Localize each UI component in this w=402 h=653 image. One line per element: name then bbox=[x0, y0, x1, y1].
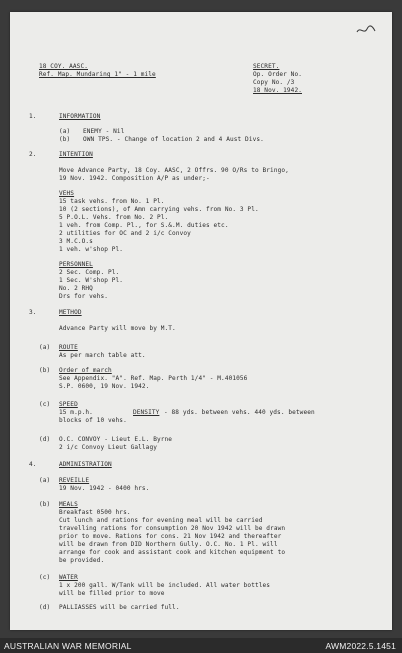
secret-label: SECRET. bbox=[253, 63, 280, 70]
s3-c-label: (c) bbox=[39, 401, 51, 408]
s3-c-line-2: blocks of 10 vehs. bbox=[59, 417, 127, 424]
s3-c-density-title: DENSITY bbox=[133, 409, 160, 416]
s3-d-label: (d) bbox=[39, 436, 51, 443]
section-2-number: 2. bbox=[29, 151, 37, 158]
s4-b-line: travelling rations for consumption 20 Nov 1942 will be drawn bbox=[59, 525, 286, 532]
s3-b-line-1: See Appendix. "A". Ref. Map. Perth 1/4" - M.401056 bbox=[59, 375, 248, 382]
vehs-item: 1 veh. w'shop Pl. bbox=[59, 246, 124, 253]
vehs-item: 1 veh. from Comp. Pl., for S.&.M. duties etc. bbox=[59, 222, 229, 229]
personnel-heading: PERSONNEL bbox=[59, 261, 93, 268]
s4-c-title: WATER bbox=[59, 574, 78, 581]
section-4-title: ADMINISTRATION bbox=[59, 461, 112, 468]
s4-b-line: prior to move. Rations for cons. 21 Nov 1942 and thereafter bbox=[59, 533, 282, 540]
document-page bbox=[10, 12, 392, 630]
section-1-number: 1. bbox=[29, 113, 37, 120]
s1-a-label: (a) bbox=[59, 128, 71, 135]
s1-b-label: (b) bbox=[59, 136, 71, 143]
vehs-item: 15 task vehs. from No. 1 Pl. bbox=[59, 198, 165, 205]
section-3-title: METHOD bbox=[59, 309, 82, 316]
s3-c-title: SPEED bbox=[59, 401, 78, 408]
personnel-item: 2 Sec. Comp. Pl. bbox=[59, 269, 120, 276]
s4-b-line: Breakfast 0500 hrs. bbox=[59, 509, 131, 516]
s4-b-line: will be drawn from DID Northern Gully. O.C. No. 1 Pl. will bbox=[59, 541, 278, 548]
s3-a-text: As per march table att. bbox=[59, 352, 146, 359]
s2-intent-line-1: Move Advance Party, 18 Coy. AASC, 2 Offrs. 90 O/Rs to Bringo, bbox=[59, 167, 289, 174]
s2-intent-line-2: 19 Nov. 1942. Composition A/P as under;- bbox=[59, 175, 210, 182]
vehs-item: 3 M.C.O.s bbox=[59, 238, 93, 245]
section-3-number: 3. bbox=[29, 309, 37, 316]
s3-a-label: (a) bbox=[39, 344, 51, 351]
s4-c-line-2: will be filled prior to move bbox=[59, 590, 165, 597]
s3-intro: Advance Party will move by M.T. bbox=[59, 325, 176, 332]
accession-number: AWM2022.5.1451 bbox=[325, 641, 396, 651]
s3-b-label: (b) bbox=[39, 367, 51, 374]
s4-b-title: MEALS bbox=[59, 501, 78, 508]
s3-c-speed: 15 m.p.h. bbox=[59, 409, 93, 416]
s4-d-text: PALLIASSES will be carried full. bbox=[59, 604, 180, 611]
s4-b-line: Cut lunch and rations for evening meal will be carried bbox=[59, 517, 263, 524]
ref-map: Ref. Map. Mundaring 1" - 1 mile bbox=[39, 71, 156, 78]
operation-order-document bbox=[10, 12, 392, 630]
signature-mark bbox=[355, 23, 377, 37]
s1-b-text: OWN TPS. - Change of location 2 and 4 Aust Divs. bbox=[83, 136, 264, 143]
personnel-item: 1 Sec. W'shop Pl. bbox=[59, 277, 124, 284]
s4-a-text: 19 Nov. 1942 - 0400 hrs. bbox=[59, 485, 150, 492]
archive-footer-bar bbox=[0, 638, 402, 653]
s1-a-text: ENEMY - Nil bbox=[83, 128, 125, 135]
section-1-title: INFORMATION bbox=[59, 113, 101, 120]
s4-c-line-1: 1 x 200 gall. W/Tank will be included. All water bottles bbox=[59, 582, 271, 589]
s3-c-density-text: - 88 yds. between vehs. 440 yds. between bbox=[164, 409, 315, 416]
section-4-number: 4. bbox=[29, 461, 37, 468]
s4-b-label: (b) bbox=[39, 501, 51, 508]
s3-a-title: ROUTE bbox=[59, 344, 78, 351]
vehs-item: 5 P.O.L. Vehs. from No. 2 Pl. bbox=[59, 214, 169, 221]
s4-b-line: arrange for cook and assistant cook and kitchen equipment to bbox=[59, 549, 286, 556]
vehs-item: 2 utilities for OC and 2 i/c Convoy bbox=[59, 230, 191, 237]
personnel-item: No. 2 RHQ bbox=[59, 285, 93, 292]
s4-b-line: be provided. bbox=[59, 557, 105, 564]
archive-name: AUSTRALIAN WAR MEMORIAL bbox=[4, 641, 132, 651]
vehs-item: 10 (2 sections), of Amn carrying vehs. from No. 3 Pl. bbox=[59, 206, 259, 213]
s3-b-title: Order of march bbox=[59, 367, 112, 374]
s4-c-label: (c) bbox=[39, 574, 51, 581]
section-2-title: INTENTION bbox=[59, 151, 93, 158]
s4-a-label: (a) bbox=[39, 477, 51, 484]
s4-a-title: REVEILLE bbox=[59, 477, 90, 484]
op-order-number: Op. Order No. bbox=[253, 71, 302, 78]
s3-b-line-2: S.P. 0600, 19 Nov. 1942. bbox=[59, 383, 150, 390]
copy-number: Copy No. /3 bbox=[253, 79, 295, 86]
s3-d-line-2: 2 i/c Convoy Lieut Gallagy bbox=[59, 444, 157, 451]
s3-d-line-1: O.C. CONVOY - Lieut E.L. Byrne bbox=[59, 436, 173, 443]
personnel-item: Drs for vehs. bbox=[59, 293, 108, 300]
s4-d-label: (d) bbox=[39, 604, 51, 611]
vehs-heading: VEHS bbox=[59, 190, 75, 197]
order-date: 18 Nov. 1942. bbox=[253, 87, 302, 94]
unit-heading: 18 COY. AASC. bbox=[39, 63, 88, 70]
